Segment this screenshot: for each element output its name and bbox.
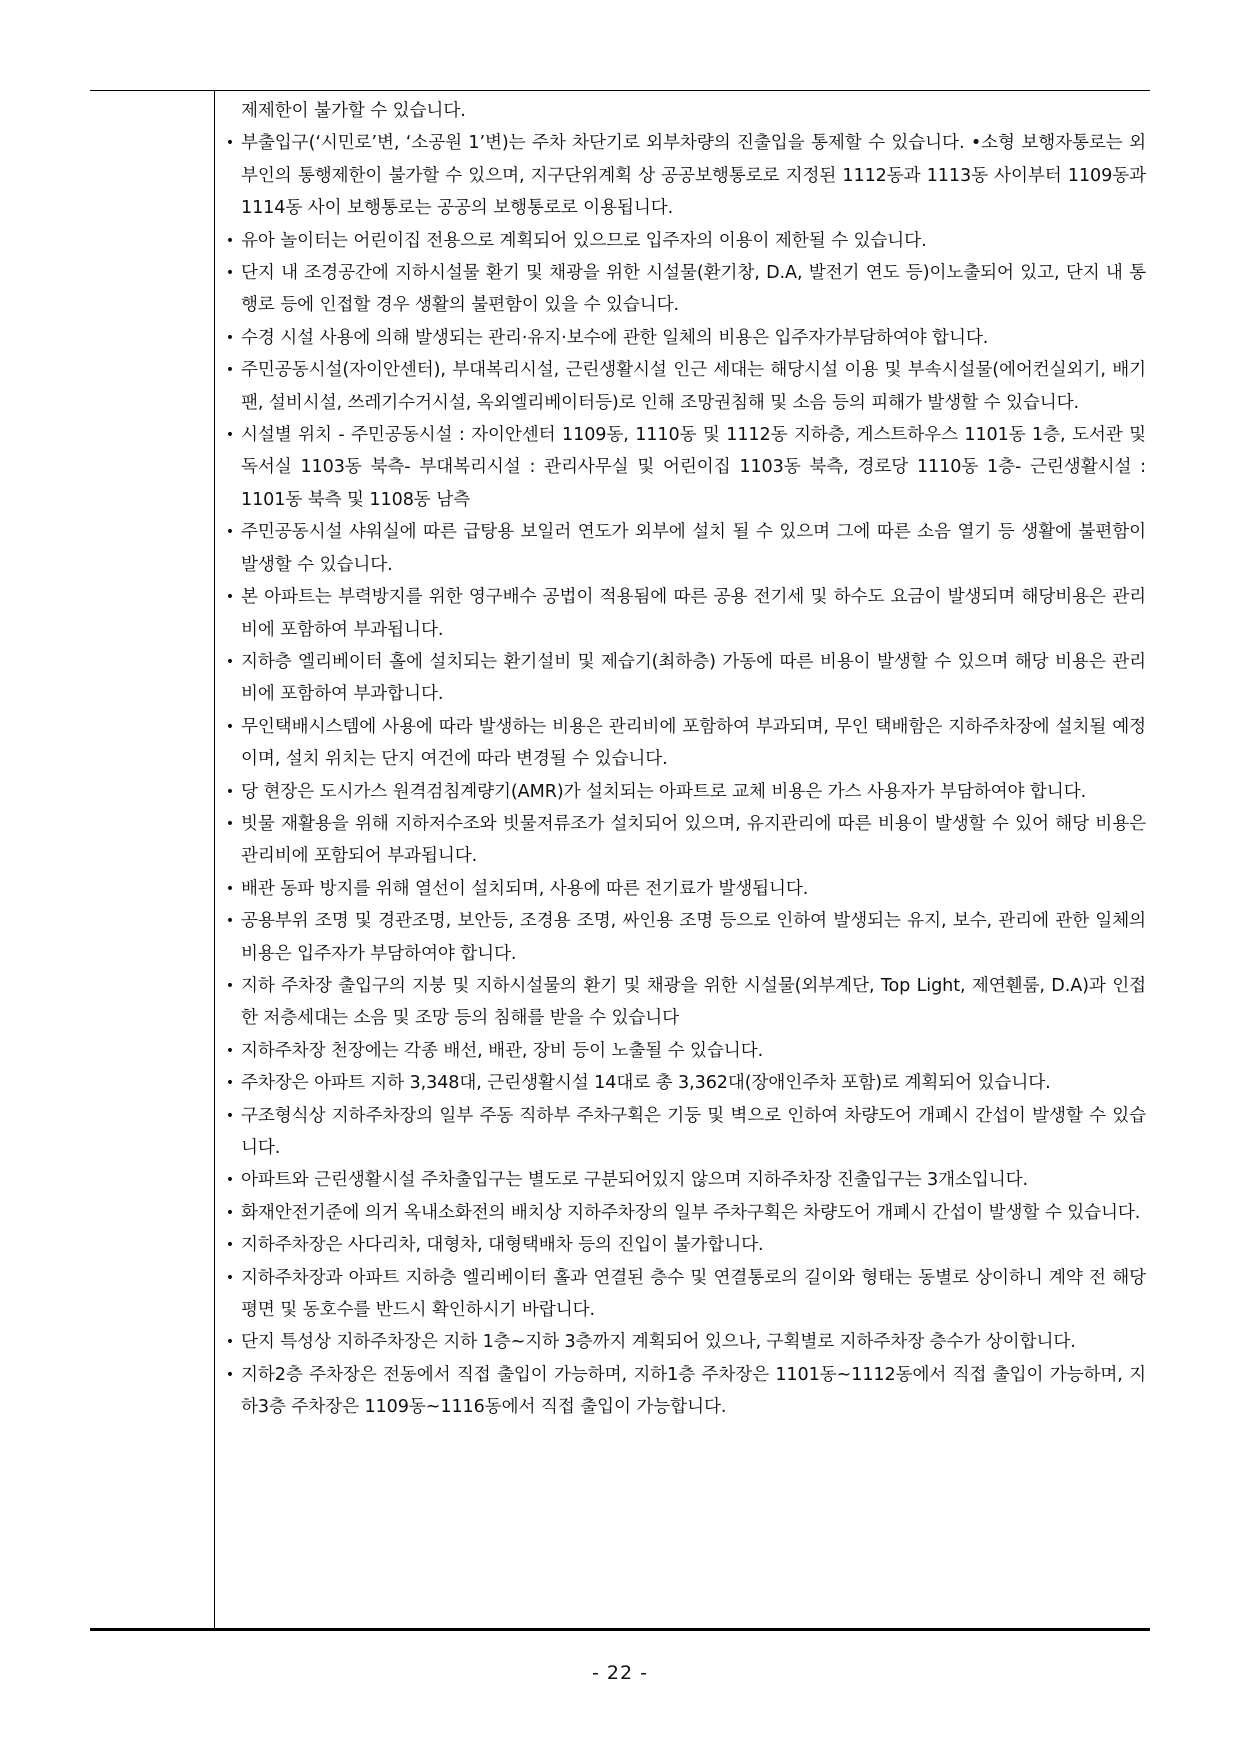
bullet-icon: • [225,977,235,994]
notice-item-text: 화재안전기준에 의거 옥내소화전의 배치상 지하주차장의 일부 주차구획은 차량도어 개폐시 간섭이 발생할 수 있습니다. [241,1202,1141,1223]
notice-item [216,322,1146,354]
page-number: - 22 - [592,1662,648,1684]
notice-item-text: 유아 놀이터는 어린이집 전용으로 계획되어 있으므로 입주자의 이용이 제한될 수 있습니다. [241,230,927,251]
bullet-icon: • [225,913,235,930]
bullet-icon: • [225,880,235,897]
bullet-icon: • [225,1042,235,1059]
notice-item-text: 구조형식상 지하주차장의 일부 주동 직하부 주차구획은 기둥 및 벽으로 인하여 차량도어 개폐시 간섭이 발생할 수 있습니다. [241,1105,1146,1158]
notice-item-text: 지하주차장과 아파트 지하층 엘리베이터 홀과 연결된 층수 및 연결통로의 길이와 형태는 동별로 상이하니 계약 전 해당 평면 및 동호수를 반드시 확인하시기 바랍니다. [241,1267,1146,1321]
notice-item-text: 공용부위 조명 및 경관조명, 보안등, 조경용 조명, 싸인용 조명 등으로 인하여 발생되는 유지, 보수, 관리에 관한 일체의 비용은 입주자가 부담하여야 합니다. [241,911,1146,964]
notice-item-text: 지하주차장 천장에는 각종 배선, 배관, 장비 등이 노출될 수 있습니다. [241,1040,764,1061]
notice-item [216,1067,1146,1099]
notice-item [216,419,1146,516]
notice-item-text: 지하주차장은 사다리차, 대형차, 대형택배차 등의 진입이 불가합니다. [241,1235,764,1256]
notice-item-text: 주차장은 아파트 지하 3,348대, 근린생활시설 14대로 총 3,362대(장애인주차 포함)로 계획되어 있습니다. [241,1073,1051,1094]
notice-item-text: 배관 동파 방지를 위해 열선이 설치되며, 사용에 따른 전기료가 발생됩니다. [241,878,809,899]
bullet-icon: • [225,589,235,606]
notice-item [216,873,1146,905]
bullet-icon: • [225,1269,235,1286]
bullet-icon: • [225,362,235,379]
notice-item-text: 부출입구(‘시민로’변, ‘소공원 1’변)는 주차 차단기로 외부차량의 진출입을 통제할 수 있습니다. •소형 보행자통로는 외부인의 통행제한이 불가할 수 있으며, 지구단위계획 상 공공보행통로로 지정된 1112동과 1113동 사이부터 1109동과 1114동 사이 보행통로는 공공의 보행통로로 이용됩니다. [241,133,1146,219]
notice-item [216,225,1146,257]
notice-list [216,127,1146,1423]
bullet-icon: • [225,1366,235,1383]
notice-item [216,905,1146,970]
bullet-icon: • [225,1237,235,1254]
bullet-icon: • [225,815,235,832]
notice-item [216,970,1146,1035]
bullet-icon: • [225,718,235,735]
notice-item [216,1229,1146,1261]
notice-item [216,646,1146,711]
bullet-icon: • [225,1204,235,1221]
notice-item [216,354,1146,419]
notice-item-text: 당 현장은 도시가스 원격검침계량기(AMR)가 설치되는 아파트로 교체 비용은 가스 사용자가 부담하여야 합니다. [241,781,1087,802]
notice-item [216,581,1146,646]
bullet-icon: • [225,653,235,670]
notice-item [216,1326,1146,1358]
bullet-icon: • [225,1107,235,1124]
notice-content [216,95,1146,1424]
notice-item-text: 단지 내 조경공간에 지하시설물 환기 및 채광을 위한 시설물(환기창, D.A, 발전기 연도 등)이노출되어 있고, 단지 내 통행로 등에 인접할 경우 생활의 불편함이 있을 수 있습니다. [241,263,1146,316]
notice-item-text: 지하2층 주차장은 전동에서 직접 출입이 가능하며, 지하1층 주차장은 1101동~1112동에서 직접 출입이 가능하며, 지하3층 주차장은 1109동~1116동에서 직접 출입이 가능합니다. [241,1364,1146,1418]
notice-item-text: 아파트와 근린생활시설 주차출입구는 별도로 구분되어있지 않으며 지하주차장 진출입구는 3개소입니다. [241,1170,1029,1191]
notice-item [216,1359,1146,1424]
notice-item-text: 시설별 위치 - 주민공동시설 : 자이안센터 1109동, 1110동 및 1112동 지하층, 게스트하우스 1101동 1층, 도서관 및 독서실 1103동 북측- 부대복리시설 : 관리사무실 및 어린이집 1103동 북측, 경로당 1110동 1층- 근린생활시설 : 1101동 북측 및 1108동 남측 [241,425,1146,510]
column-divider [214,91,215,1628]
notice-item [216,711,1146,776]
notice-item [216,1262,1146,1327]
bullet-icon: • [225,427,235,444]
notice-table [90,90,1150,1631]
notice-item [216,257,1146,322]
notice-item [216,127,1146,224]
notice-item-text: 무인택배시스템에 사용에 따라 발생하는 비용은 관리비에 포함하여 부과되며, 무인 택배함은 지하주차장에 설치될 예정이며, 설치 위치는 단지 여건에 따라 변경될 수 있습니다. [241,716,1146,770]
bullet-icon: • [225,524,235,541]
bullet-icon: • [225,329,235,346]
bullet-icon: • [225,135,235,152]
bullet-icon: • [225,232,235,249]
notice-item-text: 단지 특성상 지하주차장은 지하 1층~지하 3층까지 계획되어 있으나, 구획별로 지하주차장 층수가 상이합니다. [241,1332,1076,1353]
notice-item [216,1164,1146,1196]
notice-item-text: 주민공동시설(자이안센터), 부대복리시설, 근린생활시설 인근 세대는 해당시설 이용 및 부속시설물(에어컨실외기, 배기팬, 설비시설, 쓰레기수거시설, 옥외엘리베이터등)로 인해 조망권침해 및 소음 등의 피해가 발생할 수 있습니다. [241,360,1146,413]
notice-item [216,1035,1146,1067]
notice-item-text: 본 아파트는 부력방지를 위한 영구배수 공법이 적용됨에 따른 공용 전기세 및 하수도 요금이 발생되며 해당비용은 관리비에 포함하여 부과됩니다. [241,587,1146,640]
notice-item [216,808,1146,873]
bullet-icon: • [225,1172,235,1189]
notice-item-text: 지하 주차장 출입구의 지붕 및 지하시설물의 환기 및 채광을 위한 시설물(외부계단, Top Light, 제연휀룸, D.A)과 인접한 저층세대는 소음 및 조망 등의 침해를 받을 수 있습니다 [241,975,1146,1029]
notice-item [216,516,1146,581]
notice-item-text: 주민공동시설 샤워실에 따른 급탕용 보일러 연도가 외부에 설치 될 수 있으며 그에 따른 소음 열기 등 생활에 불편함이 발생할 수 있습니다. [241,522,1146,575]
notice-item-text: 지하층 엘리베이터 홀에 설치되는 환기설비 및 제습기(최하층) 가동에 따른 비용이 발생할 수 있으며 해당 비용은 관리비에 포함하여 부과합니다. [241,651,1146,705]
notice-item [216,1100,1146,1165]
notice-item-text: 빗물 재활용을 위해 지하저수조와 빗물저류조가 설치되어 있으며, 유지관리에 따른 비용이 발생할 수 있어 해당 비용은 관리비에 포함되어 부과됩니다. [241,813,1146,867]
bullet-icon: • [225,1334,235,1351]
bullet-icon: • [225,1075,235,1092]
notice-item [216,776,1146,808]
notice-item [216,1197,1146,1229]
bullet-icon: • [225,265,235,282]
continuation-text: 제제한이 불가할 수 있습니다. [241,101,466,121]
notice-item-text: 수경 시설 사용에 의해 발생되는 관리·유지·보수에 관한 일체의 비용은 입주자가부담하여야 합니다. [241,327,989,348]
bullet-icon: • [225,783,235,800]
